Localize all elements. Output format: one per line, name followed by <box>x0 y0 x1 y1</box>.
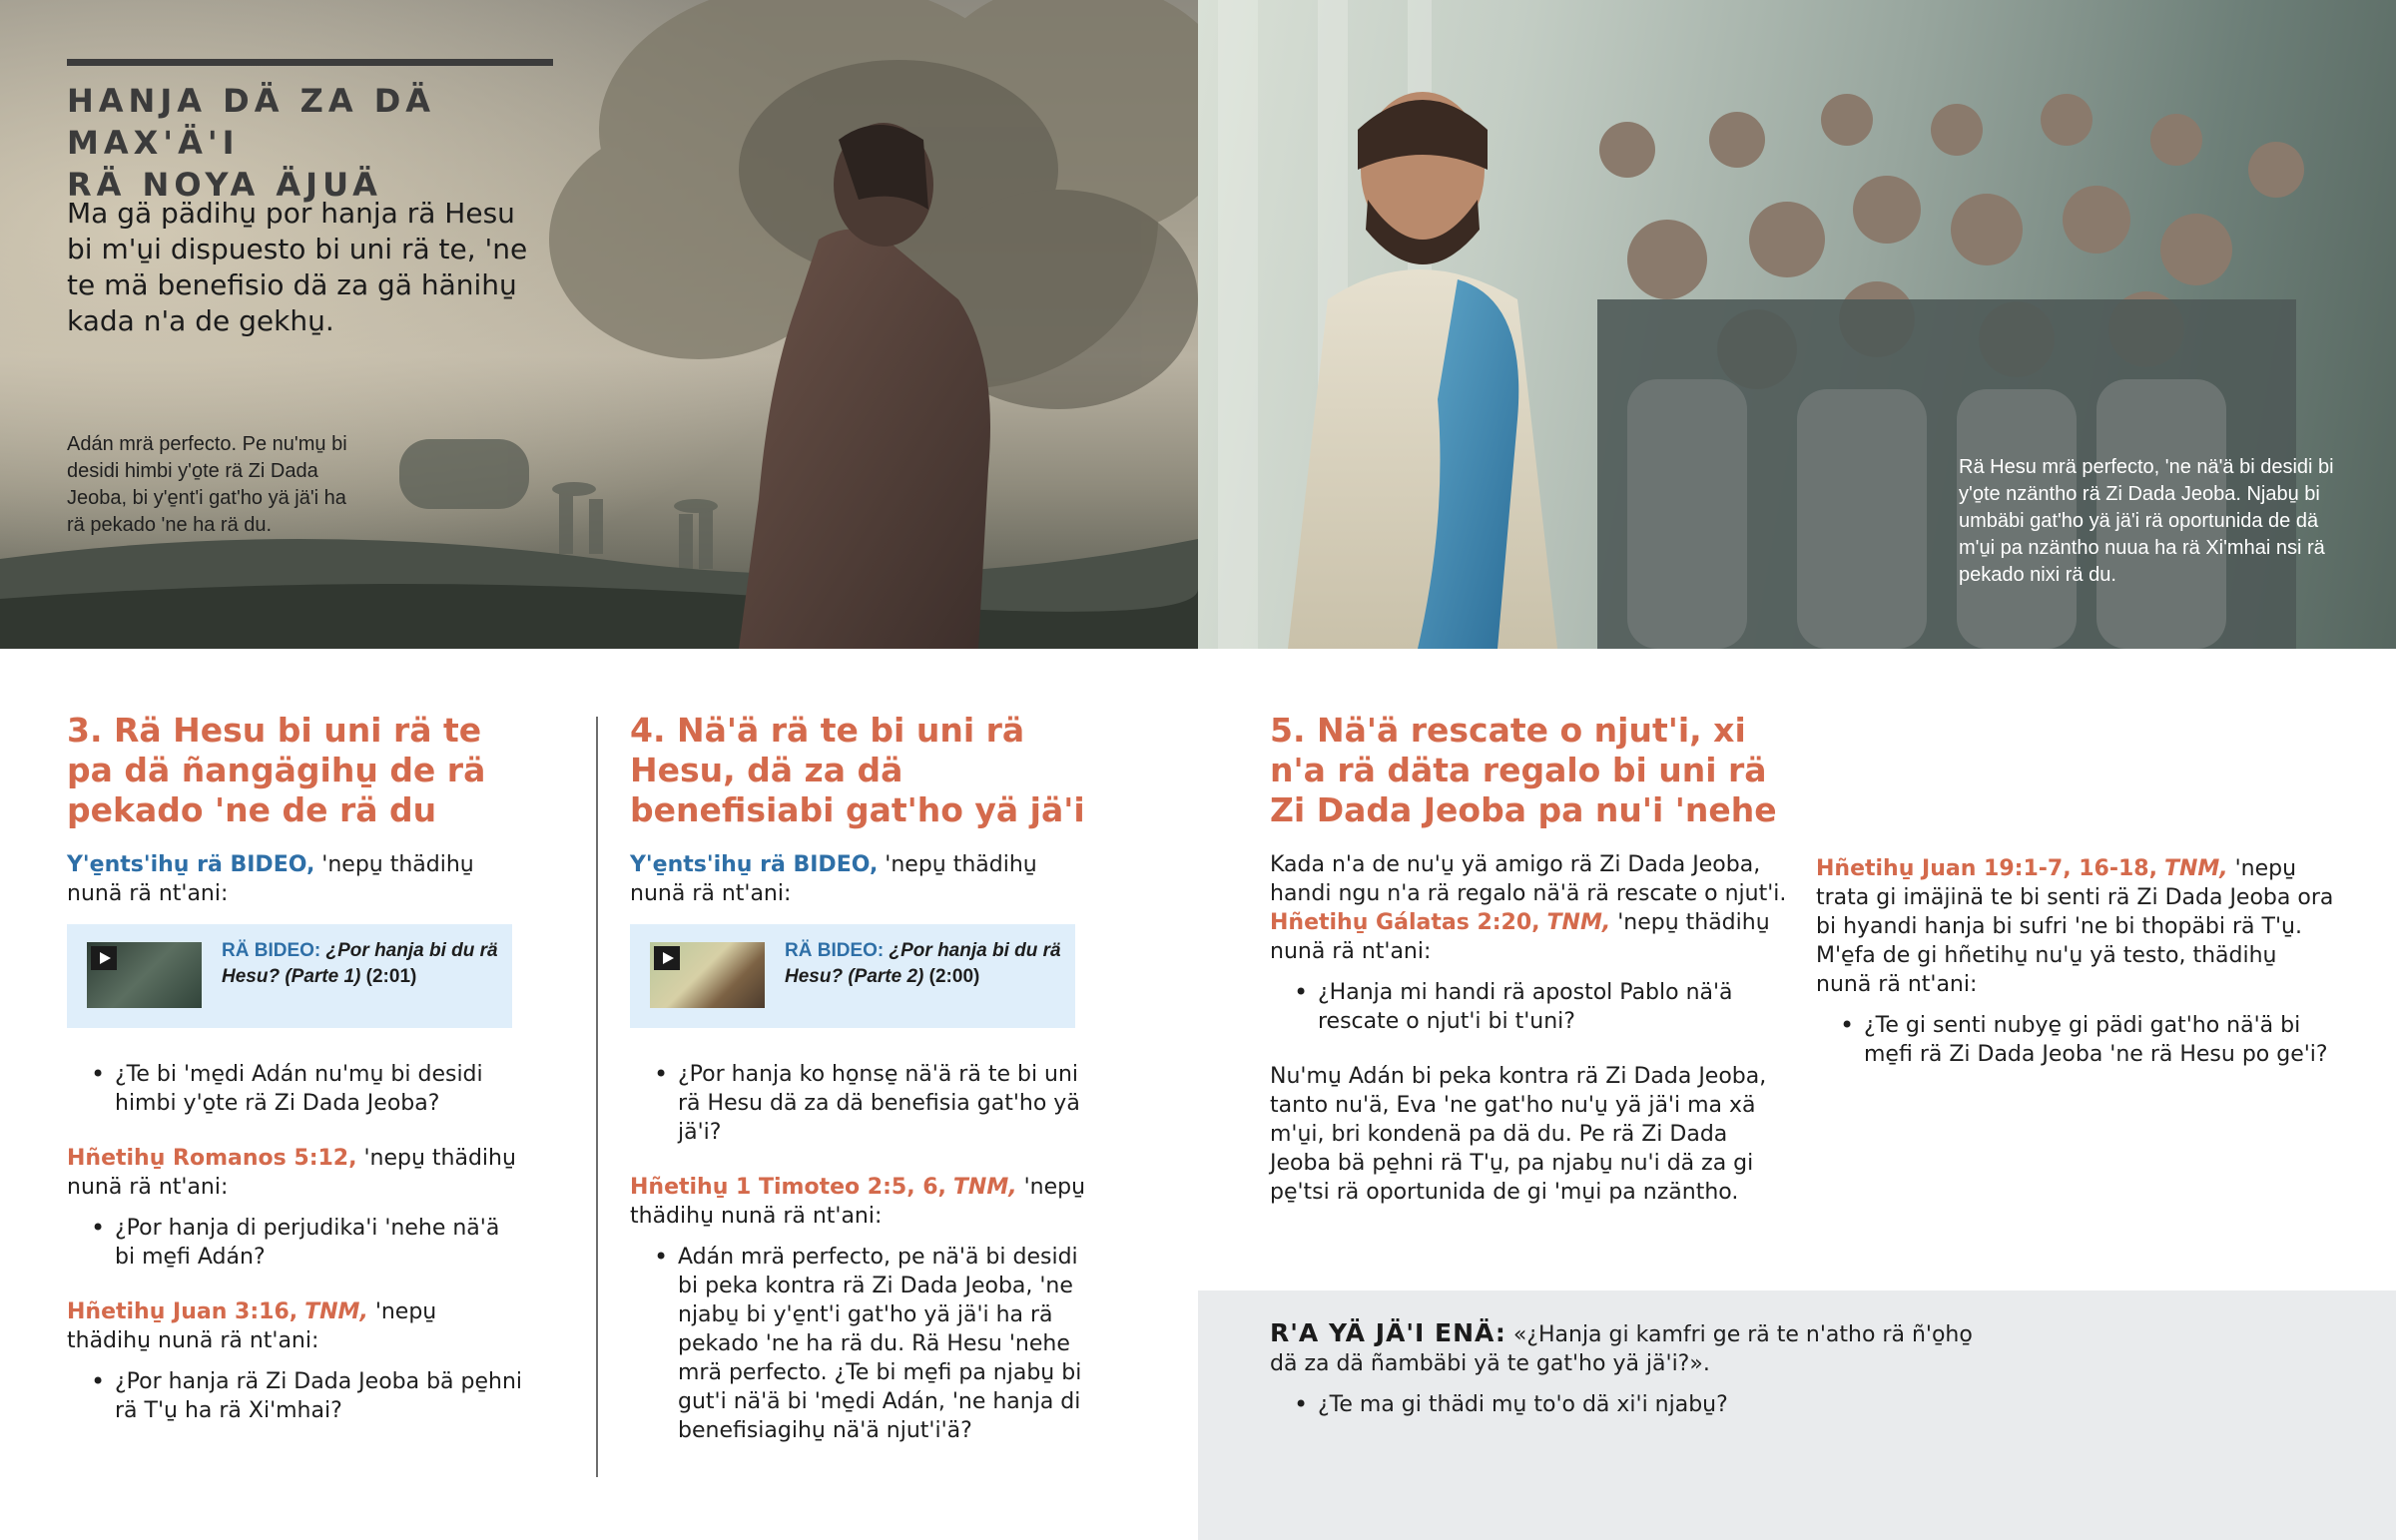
hero-illustration-adam <box>0 0 1198 649</box>
video-duration: (2:00) <box>928 966 980 987</box>
section-4-heading: 4. Nä'ä rä te bi uni rä Hesu, dä za dä benefisiabi gat'ho yä jä'i <box>630 711 1085 829</box>
paragraph-text: Kada n'a de nu'u̱ yä amigo rä Zi Dada Jeoba, handi ngu n'a rä regalo nä'ä rä rescate o njut'i. <box>1270 852 1787 906</box>
closing-discussion-box <box>1198 1290 2396 1540</box>
play-icon[interactable] <box>91 946 117 970</box>
video-card-text[interactable] <box>785 938 1064 990</box>
page-title <box>67 80 606 206</box>
question-item: • ¿Por hanja rä Zi Dada Jeoba bä pe̱hni rä T'u̱ ha rä Xi'mhai? <box>67 1367 526 1425</box>
scripture-instruction-text: 'nepu̱ trata gi imäjinä te bi senti rä Zi Dada Jeoba ora bi hyandi hanja bi sufri 'ne bi thopäbi rä T'u̱. M'e̱fa de gi hñetihu̱ nu'u̱ yä testo, thädihu̱ nunä rä nt'ani: <box>1816 856 2334 997</box>
question-list <box>67 1060 526 1118</box>
scripture-instruction <box>67 1297 526 1355</box>
scripture-link[interactable]: Hñetihu̱ Juan 3:16, <box>67 1299 299 1324</box>
video-card-part-2[interactable] <box>630 924 1075 1028</box>
scripture-instruction-text: 'nepu̱ thädihu̱ nunä rä nt'ani: <box>630 1175 1086 1229</box>
video-instruction-text: 'nepu̱ thädihu̱ nunä rä nt'ani: <box>630 852 1037 906</box>
page-title-line-1: HANJA DÄ ZA DÄ MAX'Ä'I <box>67 82 436 162</box>
question-list <box>630 1243 1099 1445</box>
section-5-heading: 5. Nä'ä rescate o njut'i, xi n'a rä däta regalo bi uni rä Zi Dada Jeoba pa nu'i 'nehe <box>1270 711 1777 829</box>
scripture-link[interactable]: Hñetihu̱ 1 Timoteo 2:5, 6, <box>630 1175 946 1200</box>
video-instruction-label[interactable]: Y'e̱nts'ihu̱ rä BIDEO, <box>67 852 315 877</box>
question-item: • ¿Hanja mi handi rä apostol Pablo nä'ä rescate o njut'i bi t'uni? <box>1270 978 1789 1036</box>
closing-quote: «¿Hanja gi kamfri ge rä te n'atho rä ñ'o̱ho̱ dä za dä ñambäbi yä te gat'ho yä jä'i?». <box>1270 1322 1973 1376</box>
caption-adam: Adán mrä perfecto. Pe nu'mu̱ bi desidi himbi y'o̱te rä Zi Dada Jeoba, bi y'e̱nt'i gat'ho yä jä'i ha rä pekado 'ne ha rä du. <box>67 433 347 536</box>
scripture-instruction-text: 'nepu̱ thädihu̱ nunä rä nt'ani: <box>1270 910 1770 964</box>
question-list <box>1270 978 1789 1036</box>
section-3 <box>67 711 526 1451</box>
question-item: • ¿Te gi senti nubye̱ gi pädi gat'ho nä'ä bi me̱fi rä Zi Dada Jeoba 'ne rä Hesu po ge'i? <box>1816 1011 2335 1069</box>
video-instruction <box>630 850 1099 908</box>
question-list <box>630 1060 1099 1147</box>
scripture-instruction <box>630 1173 1099 1231</box>
video-card-part-1[interactable] <box>67 924 512 1028</box>
scripture-instruction-text: 'nepu̱ thädihu̱ nunä rä nt'ani: <box>67 1146 516 1200</box>
section-4 <box>630 711 1099 1471</box>
video-title: ¿Por hanja bi du rä Hesu? (Parte 1) <box>222 940 498 987</box>
scripture-instruction-text: 'nepu̱ thädihu̱ nunä rä nt'ani: <box>67 1299 437 1353</box>
video-thumbnail[interactable] <box>650 942 765 1008</box>
video-label: RÄ BIDEO: <box>222 940 321 961</box>
video-instruction-text: 'nepu̱ thädihu̱ nunä rä nt'ani: <box>67 852 474 906</box>
question-list <box>67 1214 526 1272</box>
closing-prompt <box>1270 1318 1989 1378</box>
section-5-paragraph-2: Nu'mu̱ Adán bi peka kontra rä Zi Dada Jeoba, tanto nu'ä, Eva 'ne gat'ho nu'u̱ yä jä'i ma xä m'u̱i, bri kondenä pa dä du. Pe rä Zi Dada Jeoba bä pe̱hni rä T'u̱, pa njabu̱ nu'i dä za gi pe̱'tsi rä oportunida de gi 'mu̱i pa nzäntho. <box>1270 1064 1767 1205</box>
scripture-instruction <box>1816 854 2335 999</box>
question-list <box>67 1367 526 1425</box>
question-item: • ¿Te ma gi thädi mu̱ to'o dä xi'i njabu̱? <box>1270 1390 1989 1419</box>
video-instruction <box>67 850 526 908</box>
question-item: • ¿Por hanja di perjudika'i 'nehe nä'ä bi me̱fi Adán? <box>67 1214 526 1272</box>
question-item: • ¿Por hanja ko ho̱nse̱ nä'ä rä te bi uni rä Hesu dä za dä benefisia gat'ho yä jä'i? <box>630 1060 1099 1147</box>
title-rule <box>67 59 553 66</box>
page-title-line-2: RÄ NOYA ÄJUÄ <box>67 166 382 204</box>
scripture-instruction <box>67 1144 526 1202</box>
scripture-link[interactable]: Hñetihu̱ Gálatas 2:20, <box>1270 910 1540 935</box>
translation-abbrev: TNM, <box>304 1299 368 1324</box>
section-5 <box>1270 711 1789 1219</box>
section-3-heading: 3. Rä Hesu bi uni rä te pa dä ñangägihu̱ de rä pekado 'ne de rä du <box>67 711 486 829</box>
question-list <box>1816 1011 2335 1069</box>
intro-paragraph: Ma gä pädihu̱ por hanja rä Hesu bi m'u̱i dispuesto bi uni rä te, 'ne te mä benefisio dä za gä hänihu̱ kada n'a de gekhu̱. <box>67 197 528 337</box>
video-thumbnail[interactable] <box>87 942 202 1008</box>
video-card-text[interactable] <box>222 938 501 990</box>
translation-abbrev: TNM, <box>2163 856 2228 881</box>
video-instruction-label[interactable]: Y'e̱nts'ihu̱ rä BIDEO, <box>630 852 879 877</box>
caption-jesus: Rä Hesu mrä perfecto, 'ne nä'ä bi desidi bi y'o̱te nzäntho rä Zi Dada Jeoba. Njabu̱ bi umbäbi gat'ho yä jä'i rä oportunida de dä m'u̱i pa nzäntho nuua ha rä Xi'mhai nsi rä pekado nixi rä du. <box>1959 456 2334 586</box>
scripture-link[interactable]: Hñetihu̱ Romanos 5:12, <box>67 1146 357 1171</box>
translation-abbrev: TNM, <box>1546 910 1611 935</box>
question-item: • ¿Te bi 'me̱di Adán nu'mu̱ bi desidi himbi y'o̱te rä Zi Dada Jeoba? <box>67 1060 526 1118</box>
video-label: RÄ BIDEO: <box>785 940 885 961</box>
video-duration: (2:01) <box>365 966 417 987</box>
section-5-paragraph-1 <box>1270 850 1789 966</box>
hero-illustration-jesus <box>1198 0 2396 649</box>
scripture-link[interactable]: Hñetihu̱ Juan 19:1-7, 16-18, <box>1816 856 2157 881</box>
section-5-continued <box>1816 854 2335 1095</box>
closing-label: R'A YÄ JÄ'I ENÄ: <box>1270 1318 1506 1347</box>
question-list <box>1270 1390 1989 1425</box>
video-title: ¿Por hanja bi du rä Hesu? (Parte 2) <box>785 940 1061 987</box>
question-item: • Adán mrä perfecto, pe nä'ä bi desidi bi peka kontra rä Zi Dada Jeoba, 'ne njabu̱ bi y'e̱nt'i gat'ho yä jä'i ha rä pekado 'ne ha rä du. Rä Hesu 'nehe mrä perfecto. ¿Te bi me̱fi pa njabu̱ bi gut'i nä'ä bi 'me̱di Adán, 'ne hanja di benefisiagihu̱ nä'ä njut'i'ä? <box>630 1243 1099 1445</box>
column-divider <box>596 717 598 1477</box>
play-icon[interactable] <box>654 946 680 970</box>
translation-abbrev: TNM, <box>952 1175 1017 1200</box>
